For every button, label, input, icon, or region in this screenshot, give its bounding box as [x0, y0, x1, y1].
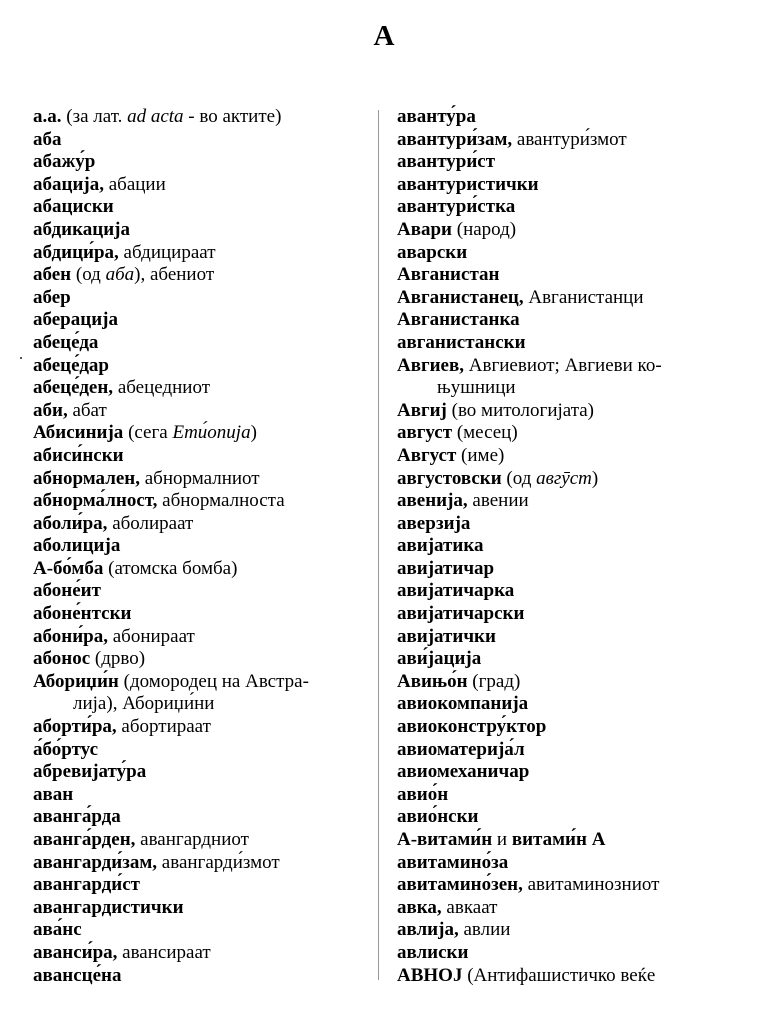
annotation: Ети́опија [172, 422, 251, 444]
headword: Авгиев, [397, 354, 465, 376]
headword: абонос [33, 648, 91, 670]
dictionary-entry [33, 897, 368, 920]
headword: Август [397, 444, 457, 466]
dictionary-entry [397, 897, 732, 920]
dictionary-entry [33, 513, 368, 536]
dictionary-entry [33, 558, 368, 581]
dictionary-entry [397, 264, 732, 287]
dictionary-entry [33, 422, 368, 445]
dictionary-entry [397, 580, 732, 603]
annotation: аба [105, 264, 135, 286]
headword: авио́н [397, 783, 449, 805]
annotation: абортираат [116, 716, 211, 738]
annotation: (месец) [452, 422, 518, 444]
dictionary-entry [33, 219, 368, 242]
annotation: лија), Абориџи́ни [73, 693, 215, 715]
headword: Абисинија [33, 422, 124, 444]
page-letter-heading: А [373, 20, 395, 52]
headword: авантури́ст [397, 151, 496, 173]
dictionary-entry [33, 671, 368, 694]
dictionary-entry [397, 761, 732, 784]
headword: авенија, [397, 490, 468, 512]
annotation: абации [103, 173, 166, 195]
dictionary-entry [33, 196, 368, 219]
dictionary-entry [33, 400, 368, 423]
dictionary-entry [33, 761, 368, 784]
annotation: абонираат [107, 625, 195, 647]
headword: аборти́ра, [33, 716, 117, 738]
dictionary-entry [33, 874, 368, 897]
dictionary-entry [33, 739, 368, 762]
dictionary-entry [397, 309, 732, 332]
dictionary-entry [33, 716, 368, 739]
annotation: (дрво) [90, 648, 146, 670]
headword: аварски [397, 241, 468, 263]
dictionary-entry [33, 468, 368, 491]
headword: аван [33, 783, 74, 805]
dictionary-entry [33, 309, 368, 332]
dictionary-entry [397, 535, 732, 558]
dictionary-entry [33, 242, 368, 265]
headword: Абориџи́н [33, 670, 119, 692]
annotation: абнормалноста [157, 490, 285, 512]
headword: авганистански [397, 331, 526, 353]
annotation: авантури́змот [512, 128, 627, 150]
headword: авлиски [397, 941, 469, 963]
headword: абдикација [33, 218, 130, 240]
headword: авитамино́зен, [397, 874, 523, 896]
headword: абнорма́лност, [33, 490, 158, 512]
headword: аванга́рден, [33, 829, 136, 850]
annotation: (име) [456, 444, 505, 466]
annotation: њушници [437, 377, 516, 399]
dictionary-entry [397, 219, 732, 242]
headword: аванси́ра, [33, 941, 118, 963]
dictionary-entry [397, 671, 732, 694]
dictionary-entry [397, 445, 732, 468]
dictionary-entry [397, 942, 732, 965]
annotation: - во актите) [183, 106, 282, 127]
annotation: ad acta [127, 106, 184, 127]
headword: авитамино́за [397, 851, 509, 873]
annotation: (во митологијата) [446, 399, 595, 421]
headword: авиомеханичар [397, 761, 530, 783]
annotation: ), абениот [134, 264, 215, 286]
headword: Авганистанка [397, 309, 520, 331]
headword: А-бо́мба [33, 557, 104, 579]
headword: витами́н А [511, 829, 606, 850]
annotation: авангарди́змот [157, 851, 280, 873]
headword: а́бо́ртус [33, 738, 98, 760]
annotation: авении [467, 490, 529, 512]
annotation: Авгиевиот; Авгиеви ко- [464, 354, 662, 376]
annotation: (град) [467, 670, 521, 692]
dictionary-entry [397, 468, 732, 491]
headword: аверзија [397, 512, 471, 534]
dictionary-entry [33, 445, 368, 468]
headword: Авињо́н [397, 670, 468, 692]
dictionary-entry [33, 919, 368, 942]
headword: авијатичарка [397, 580, 515, 602]
dictionary-entry [33, 852, 368, 875]
dictionary-entry [397, 174, 732, 197]
headword: авијатичарски [397, 603, 525, 625]
dictionary-entry [397, 355, 732, 378]
annotation: (домородец на Австра- [118, 670, 309, 692]
dictionary-entry [397, 242, 732, 265]
dictionary-entry [397, 965, 732, 988]
dictionary-entry [397, 106, 732, 129]
dictionary-entry [397, 693, 732, 716]
annotation: и [492, 829, 512, 850]
dictionary-entry [397, 874, 732, 897]
headword: абеце́дар [33, 354, 109, 376]
headword: авиоконстру́ктор [397, 716, 547, 738]
headword: абер [33, 286, 71, 308]
headword: август [397, 422, 453, 444]
headword: абнормален, [33, 467, 140, 489]
headword: аберација [33, 309, 118, 331]
headword: авиоматерија́л [397, 738, 525, 760]
dictionary-entry [397, 852, 732, 875]
headword: абажу́р [33, 151, 96, 173]
annotation: ) [250, 422, 257, 444]
dictionary-entry [33, 174, 368, 197]
headword: А-витами́н [397, 829, 493, 850]
headword: авлија, [397, 919, 459, 941]
annotation: Авганистанци [523, 286, 644, 308]
headword: ава́нс [33, 919, 82, 941]
annotation: (од [501, 467, 537, 489]
dictionary-entry [397, 626, 732, 649]
dictionary-entry [33, 693, 368, 716]
dictionary-entry [397, 739, 732, 762]
annotation: авкаат [441, 896, 498, 918]
headword: аболиција [33, 535, 121, 557]
headword: авангарди́зам, [33, 851, 158, 873]
headword: авио́нски [397, 806, 479, 828]
annotation: абдицираат [118, 241, 216, 263]
dictionary-entry [397, 829, 732, 852]
headword: авангардистички [33, 896, 184, 918]
headword: Авганистан [397, 264, 500, 286]
dictionary-entry [33, 106, 368, 129]
annotation: (Антифашистичко веќе [462, 964, 656, 986]
dictionary-entry [397, 129, 732, 152]
headword: аболи́ра, [33, 512, 108, 534]
annotation: авитаминозниот [522, 874, 660, 896]
column-divider [378, 110, 379, 980]
dictionary-entry [397, 648, 732, 671]
dictionary-entry [33, 264, 368, 287]
headword: Авганистанец, [397, 286, 524, 308]
dictionary-entry [33, 287, 368, 310]
annotation: авлии [458, 919, 511, 941]
headword: абеце́да [33, 331, 99, 353]
dictionary-entry [397, 490, 732, 513]
dictionary-entry [33, 965, 368, 988]
headword: абоне́ит [33, 580, 101, 602]
dictionary-entry [33, 535, 368, 558]
annotation: авгӯст [536, 467, 592, 489]
headword: авиокомпанија [397, 693, 529, 715]
headword: абен [33, 264, 72, 286]
left-column [33, 106, 368, 987]
headword: Авари [397, 218, 452, 240]
dictionary-entry [33, 129, 368, 152]
dictionary-entry [397, 919, 732, 942]
annotation: (атомска бомба) [103, 557, 238, 579]
headword: абеце́ден, [33, 377, 114, 399]
headword: абдици́ра, [33, 241, 119, 263]
dictionary-entry [397, 196, 732, 219]
right-column [397, 106, 732, 987]
headword: авијатички [397, 625, 496, 647]
dictionary-entry [33, 490, 368, 513]
dictionary-entry [33, 580, 368, 603]
headword: аванга́рда [33, 806, 121, 828]
headword: абоне́нтски [33, 603, 132, 625]
dictionary-entry [33, 784, 368, 807]
annotation: абецедниот [113, 377, 211, 399]
headword: авијатичар [397, 557, 495, 579]
dictionary-entry [397, 400, 732, 423]
headword: абиси́нски [33, 444, 124, 466]
dictionary-entry [397, 784, 732, 807]
annotation: абнормалниот [140, 467, 260, 489]
headword: а.а. [33, 106, 62, 127]
annotation: авангардниот [135, 829, 249, 850]
dictionary-entry [33, 942, 368, 965]
margin-mark [20, 357, 22, 359]
dictionary-entry [397, 513, 732, 536]
headword: ави́јација [397, 648, 482, 670]
annotation: (сега [123, 422, 173, 444]
dictionary-entry [33, 626, 368, 649]
headword: авантури́стка [397, 196, 516, 218]
headword: авка, [397, 896, 442, 918]
dictionary-entry [33, 806, 368, 829]
headword: авантуристички [397, 173, 539, 195]
annotation: авансираат [117, 941, 211, 963]
headword: авијатика [397, 535, 484, 557]
dictionary-entry [33, 603, 368, 626]
dictionary-entry [397, 422, 732, 445]
dictionary-entry [397, 377, 732, 400]
annotation: (за лат. [61, 106, 128, 127]
dictionary-entry [397, 287, 732, 310]
dictionary-entry [397, 332, 732, 355]
headword: абревијату́ра [33, 761, 147, 783]
annotation: (од [71, 264, 106, 286]
headword: августовски [397, 467, 502, 489]
headword: абациски [33, 196, 114, 218]
dictionary-entry [33, 377, 368, 400]
annotation: ) [591, 467, 599, 489]
headword: абони́ра, [33, 625, 108, 647]
headword: аби, [33, 399, 68, 421]
headword: аванту́ра [397, 106, 476, 127]
dictionary-entry [397, 558, 732, 581]
dictionary-entry [397, 716, 732, 739]
headword: аба [33, 128, 62, 150]
dictionary-entry [33, 355, 368, 378]
annotation: аболираат [107, 512, 194, 534]
dictionary-entry [33, 151, 368, 174]
headword: АВНОЈ [397, 964, 463, 986]
annotation: абат [67, 399, 107, 421]
dictionary-entry [33, 332, 368, 355]
dictionary-entry [397, 806, 732, 829]
headword: авансце́на [33, 964, 122, 986]
dictionary-entry [397, 603, 732, 626]
headword: авангарди́ст [33, 874, 140, 896]
headword: авантури́зам, [397, 128, 513, 150]
annotation: (народ) [452, 218, 517, 240]
dictionary-entry [397, 151, 732, 174]
headword: абација, [33, 173, 104, 195]
dictionary-entry [33, 648, 368, 671]
dictionary-entry [33, 829, 368, 852]
headword: Авгиј [397, 399, 447, 421]
